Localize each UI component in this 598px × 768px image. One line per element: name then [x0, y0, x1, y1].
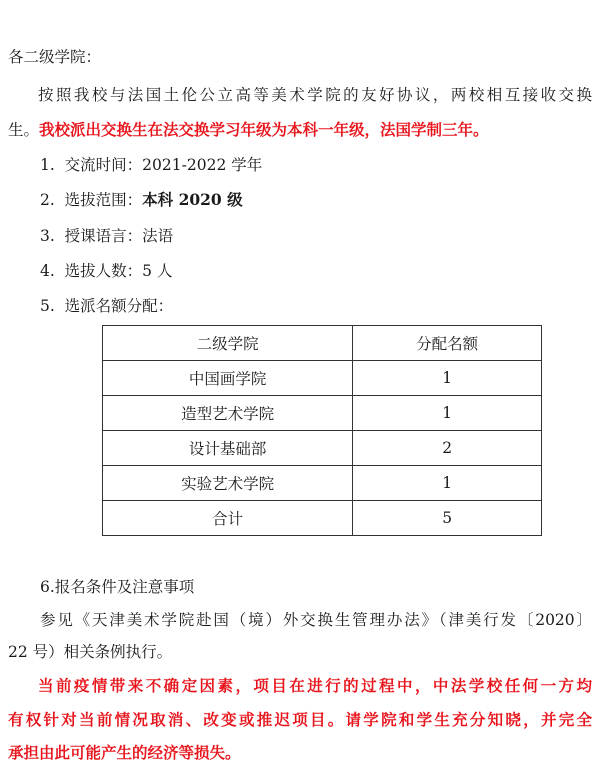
list-item-exchange-time [40, 155, 262, 175]
section-6-line-2: 22 号）相关条例执行。 [8, 643, 173, 661]
section-6-line-1: 参见《天津美术学院赴国（境）外交换生管理办法》（津美行发〔2020〕 [40, 611, 592, 629]
table-cell-college: 中国画学院 [103, 361, 353, 396]
item-label: 交流时间： [64, 156, 143, 174]
table-row [103, 466, 542, 501]
intro-paragraph-line-1: 按照我校与法国土伦公立高等美术学院的友好协议，两校相互接收交换 [38, 86, 592, 104]
item-value: 本科 2020 级 [142, 190, 243, 209]
item-label: 选拔范围： [64, 191, 143, 209]
table-total-row [103, 501, 542, 536]
table-cell-college: 合计 [103, 501, 353, 536]
table-header: 二级学院 [103, 326, 353, 361]
table-cell-college: 实验艺术学院 [103, 466, 353, 501]
table-header-row [103, 326, 542, 361]
item-number: 2. [40, 191, 55, 209]
item-number: 3. [40, 227, 55, 245]
item-number: 5. [40, 297, 55, 315]
list-item-selection-count [40, 261, 172, 281]
table-row [103, 396, 542, 431]
table-cell-quota: 5 [353, 501, 542, 536]
table-header: 分配名额 [353, 326, 542, 361]
item-number: 1. [40, 156, 55, 174]
item-label: 授课语言： [64, 227, 143, 245]
table-row [103, 431, 542, 466]
salutation: 各二级学院： [8, 48, 102, 66]
table-cell-college: 造型艺术学院 [103, 396, 353, 431]
item-value: 法语 [142, 227, 174, 245]
intro-prefix: 生。 [8, 121, 40, 139]
list-item-selection-scope [40, 190, 243, 210]
table-cell-quota: 2 [353, 431, 542, 466]
table-cell-quota: 1 [353, 466, 542, 501]
table-cell-quota: 1 [353, 361, 542, 396]
section-6-title: 6.报名条件及注意事项 [40, 578, 195, 596]
quota-table [102, 325, 542, 536]
intro-paragraph-line-2 [8, 120, 489, 140]
risk-notice-line-3: 承担由此可能产生的经济等损失。 [8, 743, 241, 762]
table-cell-college: 设计基础部 [103, 431, 353, 466]
item-value: 5 人 [142, 262, 173, 280]
table-cell-quota: 1 [353, 396, 542, 431]
table-row [103, 361, 542, 396]
list-item-teaching-language [40, 226, 173, 246]
item-label: 选派名额分配： [64, 297, 174, 315]
risk-notice-line-2: 有权针对当前情况取消、改变或推迟项目。请学院和学生充分知晓，并完全 [8, 710, 592, 729]
item-value: 2021-2022 学年 [142, 156, 263, 174]
list-item-quota-allocation [40, 296, 173, 316]
item-label: 选拔人数： [64, 262, 143, 280]
risk-notice-line-1: 当前疫情带来不确定因素，项目在进行的过程中，中法学校任何一方均 [38, 676, 592, 695]
item-number: 4. [40, 262, 55, 280]
exchange-grade-notice: 我校派出交换生在法交换学习年级为本科一年级，法国学制三年。 [39, 120, 489, 139]
